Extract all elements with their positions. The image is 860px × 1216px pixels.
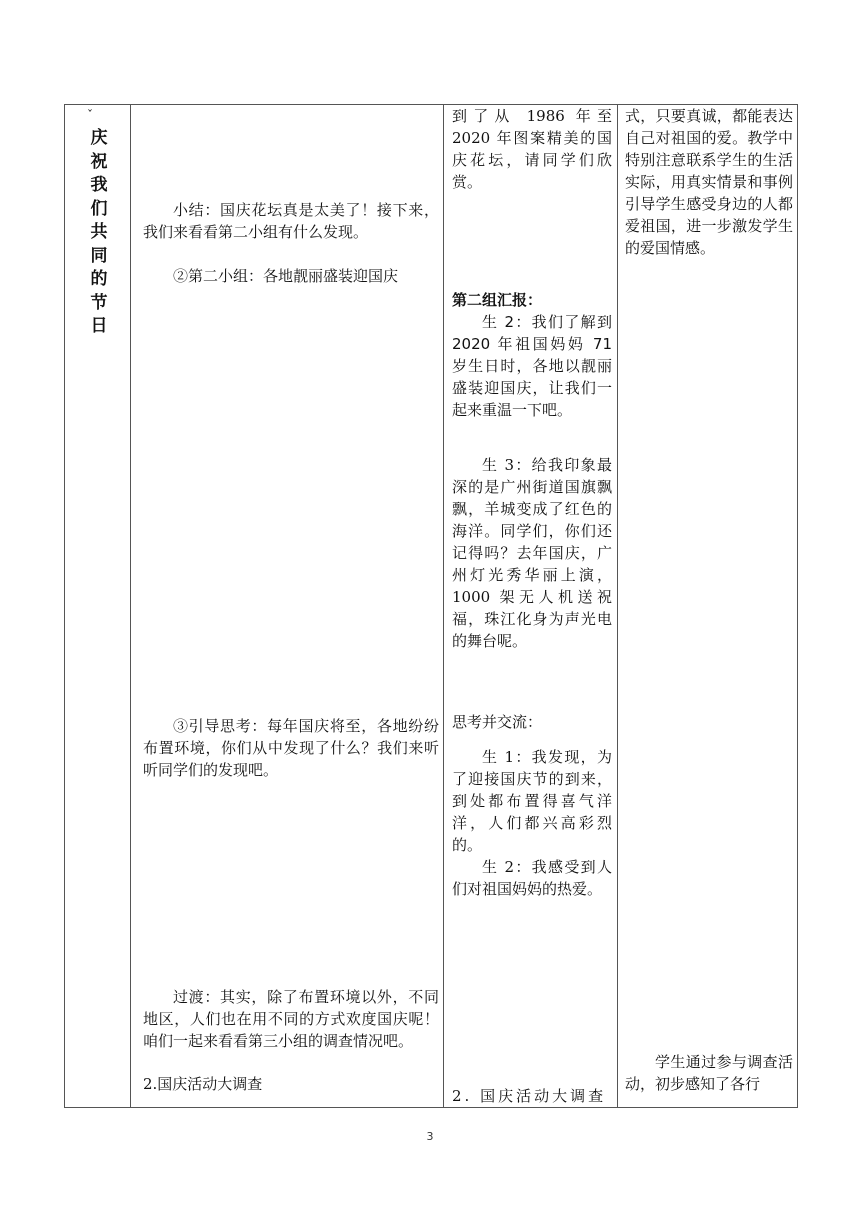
design-intent-column — [618, 105, 799, 1107]
flower-intro: 到了从 1986 年至 2020 年图案精美的国庆花坛，请同学们欣赏。 — [452, 107, 612, 191]
think-heading: 思考并交流： — [452, 713, 543, 731]
teacher-activity-column — [131, 105, 443, 1107]
report-heading: 第二组汇报： — [452, 291, 543, 309]
student-1-answer: 生 1：我发现，为了迎接国庆节的到来，到处都布置得喜气洋洋，人们都兴高彩烈的。 — [452, 748, 612, 854]
student-2-answer: 生 2：我感受到人们对祖国妈妈的热爱。 — [452, 858, 612, 898]
group2-heading: ②第二小组：各地靓丽盛装迎国庆 — [173, 267, 399, 285]
student-activity-column — [444, 105, 617, 1107]
summary-text: 小结：国庆花坛真是太美了！接下来，我们来看看第二小组有什么发现。 — [143, 201, 439, 241]
tick-mark: ˇ — [87, 108, 93, 122]
section-column — [65, 105, 130, 1107]
section-title: 庆祝我们共同的节日 — [90, 128, 108, 336]
activity-heading: 2. 国庆活动大调查 — [452, 1087, 607, 1105]
lesson-plan-table — [64, 104, 798, 1108]
transition-text: 过渡：其实，除了布置环境以外，不同地区，人们也在用不同的方式欢度国庆呢！咱们一起来看看第三小组的调查情况吧。 — [143, 988, 439, 1050]
survey-note: 学生通过参与调查活动，初步感知了各行 — [625, 1053, 793, 1093]
activity-heading: 2.国庆活动大调查 — [143, 1075, 263, 1093]
page-number: 3 — [426, 1130, 434, 1143]
design-note: 式，只要真诚，都能表达自己对祖国的爱。教学中特别注意联系学生的生活实际，用真实情景和事例引导学生感受身边的人都爱祖国，进一步激发学生的爱国情感。 — [625, 107, 793, 257]
student-3-report: 生 3：给我印象最深的是广州街道国旗飘飘，羊城变成了红色的海洋。同学们，你们还记得吗？去年国庆，广州灯光秀华丽上演，1000 架无人机送祝福，珠江化身为声光电的舞台呢。 — [452, 456, 612, 650]
guide-question: ③引导思考：每年国庆将至，各地纷纷布置环境，你们从中发现了什么？我们来听听同学们的发现吧。 — [143, 717, 439, 779]
student-2-report: 生 2：我们了解到 2020 年祖国妈妈 71 岁生日时，各地以靓丽盛装迎国庆，让我们一起来重温一下吧。 — [452, 313, 612, 419]
